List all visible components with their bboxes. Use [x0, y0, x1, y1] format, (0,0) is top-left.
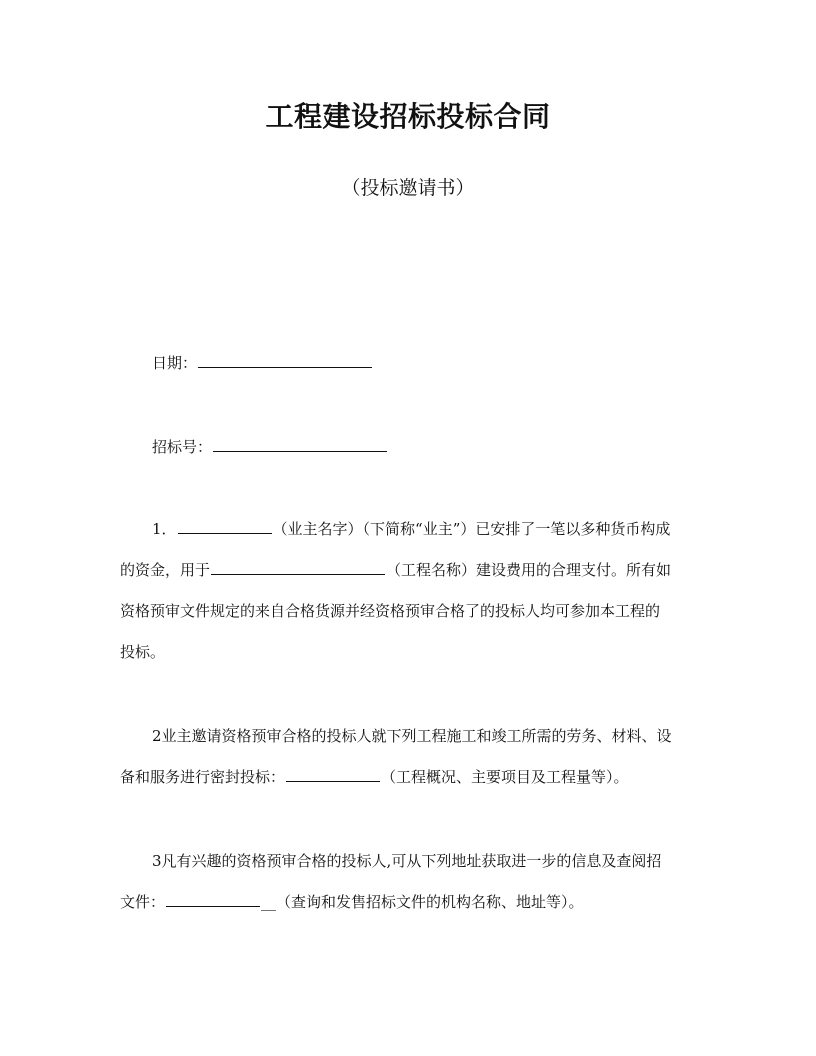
paragraph-3-line-1: [120, 851, 700, 871]
date-label: 日期：: [152, 354, 198, 372]
paragraph-1-line-3: [120, 601, 700, 621]
p2-text-2: 备和服务进行密封投标：: [120, 768, 286, 786]
p3-text-2: 文件：: [120, 893, 166, 911]
bid-number-label: 招标号：: [152, 438, 213, 456]
p2-text-1: 2业主邀请资格预审合格的投标人就下列工程施工和竣工所需的劳务、材料、设: [152, 727, 672, 745]
paragraph-2-line-2: [120, 767, 700, 787]
date-blank[interactable]: [198, 353, 372, 368]
project-overview-blank[interactable]: [286, 767, 380, 782]
inquiry-office-blank[interactable]: [166, 892, 260, 907]
p1-number: 1．: [152, 520, 177, 538]
p3-text-3: __（查询和发售招标文件的机构名称、地址等）。: [261, 893, 584, 911]
bid-number-blank[interactable]: [213, 437, 387, 452]
p2-text-3: （工程概况、主要项目及工程量等）。: [381, 768, 629, 786]
p1-text-4: 资格预审文件规定的来自合格货源并经资格预审合格了的投标人均可参加本工程的: [120, 602, 661, 620]
paragraph-1-line-1: [120, 519, 700, 539]
p1-text-3: （工程名称）建设费用的合理支付。所有如: [386, 561, 672, 579]
bid-number-field-row: [120, 437, 700, 457]
paragraph-1-line-4: [120, 642, 700, 662]
paragraph-2-line-1: [120, 726, 700, 746]
page-title: 工程建设招标投标合同: [265, 100, 551, 133]
p1-text-1: （业主名字）（下简称“业主”）已安排了一笔以多种货币构成: [272, 520, 671, 538]
p3-text-1: 3凡有兴趣的资格预审合格的投标人,可从下列地址获取进一步的信息及查阅招: [152, 852, 662, 870]
p1-text-2: 的资金，用于: [120, 561, 211, 579]
paragraph-1-line-2: [120, 560, 700, 580]
p1-text-5: 投标。: [120, 643, 166, 661]
date-field-row: [120, 353, 700, 373]
page-subtitle: （投标邀请书）: [341, 177, 475, 199]
paragraph-3-line-2: [120, 892, 700, 912]
project-name-blank[interactable]: [211, 560, 385, 575]
owner-name-blank[interactable]: [178, 519, 272, 534]
